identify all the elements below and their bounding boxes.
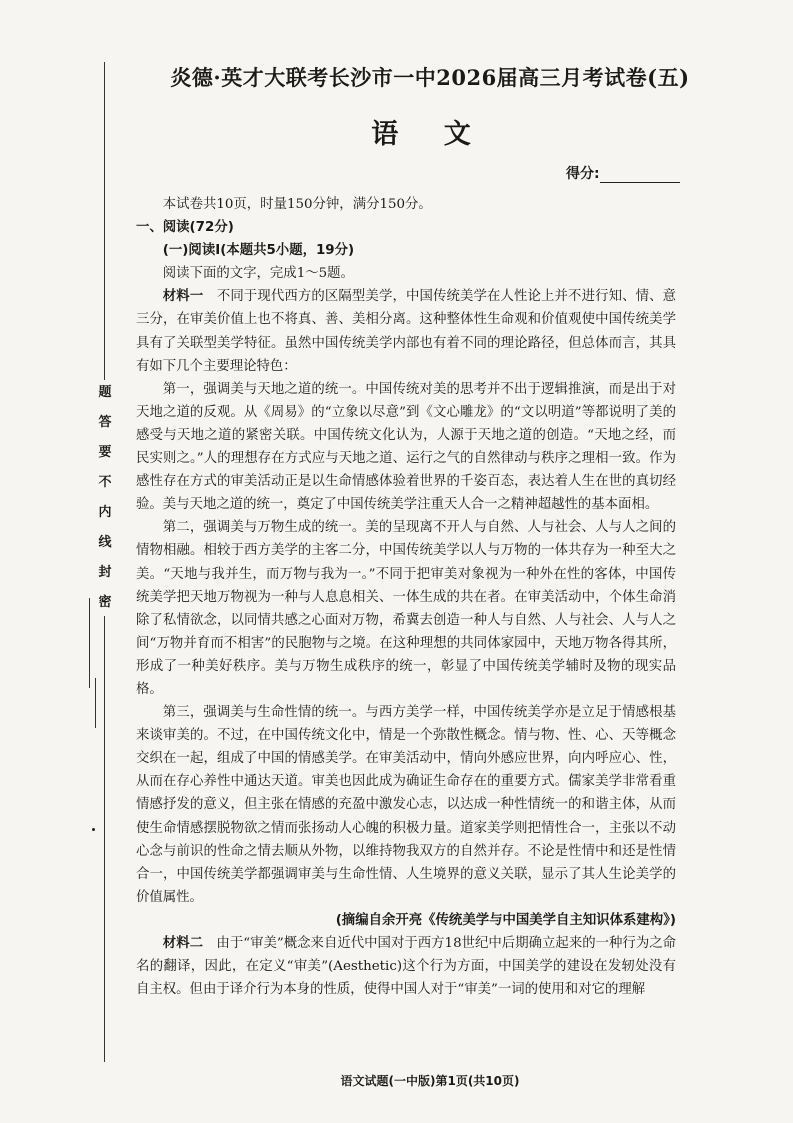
binding-char: 线 bbox=[98, 535, 112, 550]
paragraph-text: 由于“审美”概念来自近代中国对于西方18世纪中后期确立起来的一种行为之命名的翻译，因此，在定义“审美”(Aesthetic)这个行为方面，中国美学的建设在发轫处没有自主权。但由于译介行为本身的性质，使得中国人对于“审美”一词的使用和对它的理解 bbox=[136, 936, 677, 998]
binding-char: 题 bbox=[98, 385, 112, 400]
binding-mark bbox=[95, 678, 96, 728]
material-label: 材料一 bbox=[162, 289, 204, 305]
material2-paragraph bbox=[136, 932, 676, 1001]
score-field[interactable] bbox=[566, 163, 680, 183]
subject-title: 语 文 bbox=[371, 119, 489, 150]
material-label: 材料二 bbox=[162, 936, 204, 951]
subsection-heading: (一)阅读Ⅰ(本题共5小题，19分) bbox=[162, 243, 355, 259]
material1-paragraph: 第三，强调美与生命性情的统一。与西方美学一样，中国传统美学亦是立足于情感根基来谈审美的。不过，在中国传统文化中，情是一个弥散性概念。情与物、性、心、天等概念交织在一起，组成了中国的情感美学。在审美活动中，情向外感应世界，向内呼应心、性，从而在存心养性中通达天道。审美也因此成为确证生命存在的重要方式。儒家美学非常看重情感抒发的意义，但主张在情感的充盈中激发心志，以达成一种性情统一的和谐主体，从而使生命情感摆脱物欲之情而张扬动人心魄的积极力量。道家美学则把情性合一，主张以不动心念与前识的性命之情去顺从外物，以维持物我双方的自然并存。不论是性情中和还是性情合一，中国传统美学都强调审美与生命性情、人生境界的意义关联，显示了其人生论美学的价值属性。 bbox=[136, 705, 676, 905]
exam-title: 炎德·英才大联考长沙市一中2026届高三月考试卷(五) bbox=[170, 65, 690, 90]
binding-char: 答 bbox=[98, 415, 112, 430]
binding-char: 密 bbox=[98, 595, 112, 610]
binding-notice bbox=[92, 380, 118, 616]
instruction: 阅读下面的文字，完成1～5题。 bbox=[162, 266, 354, 282]
section-heading: 一、阅读(72分) bbox=[136, 220, 234, 236]
binding-char: 要 bbox=[98, 445, 112, 460]
paragraph-text: 不同于现代西方的区隔型美学，中国传统美学在人性论上并不进行知、情、意三分，在审美价值上也不将真、善、美相分离。这种整体性生命观和价值观使中国传统美学具有了关联型美学特征。虽然中国传统美学内部也有着不同的理论路径，但总体而言，其具有如下几个主要理论特色： bbox=[136, 289, 677, 374]
binding-mark bbox=[89, 598, 90, 688]
binding-char: 封 bbox=[98, 565, 112, 580]
binding-char: 内 bbox=[98, 505, 112, 520]
exam-content bbox=[136, 193, 676, 1001]
binding-dot bbox=[92, 828, 95, 831]
exam-intro: 本试卷共10页，时量150分钟，满分150分。 bbox=[162, 197, 432, 212]
page-footer: 语文试题(一中版)第1页(共10页) bbox=[340, 1074, 520, 1088]
material1-paragraph: 第一，强调美与天地之道的统一。中国传统对美的思考并不出于逻辑推演，而是出于对天地之道的反观。从《周易》的“立象以尽意”到《文心雕龙》的“文以明道”等都说明了美的感受与天地之道的紧密关联。中国传统文化认为，人源于天地之道的创造。“天地之经，而民实则之。”人的理想存在方式应与天地之道、运行之气的自然律动与秩序之理相一致。作为感性存在方式的审美活动正是以生命情感体验着世界的千姿百态，表达着人生在世的真切经验。美与天地之道的统一，奠定了中国传统美学注重天人合一之精神超越性的基本面相。 bbox=[136, 381, 676, 513]
material1-paragraph bbox=[136, 285, 676, 377]
binding-char: 不 bbox=[98, 475, 112, 490]
material-source: (摘编自余开亮《传统美学与中国美学自主知识体系建构》) bbox=[335, 912, 676, 928]
material1-paragraph: 第二，强调美与万物生成的统一。美的呈现离不开人与自然、人与社会、人与人之间的情物相融。相较于西方美学的主客二分，中国传统美学以人与万物的一体共存为一种至大之美。“天地与我并生，而万物与我为一。”不同于把审美对象视为一种外在性的客体，中国传统美学把天地万物视为一种与人息息相关、一体生成的共在者。在审美活动中，个体生命消除了私情欲念，以同情共感之心面对万物，希冀去创造一种人与自然、人与社会、人与人之间“万物并育而不相害”的民胞物与之境。在这种理想的共同体家园中，天地万物各得其所，形成了一种美好秩序。美与万物生成秩序的统一，彰显了中国传统美学辅时及物的现实品格。 bbox=[136, 520, 676, 697]
score-label: 得分: bbox=[566, 166, 600, 182]
score-blank[interactable] bbox=[600, 168, 680, 183]
